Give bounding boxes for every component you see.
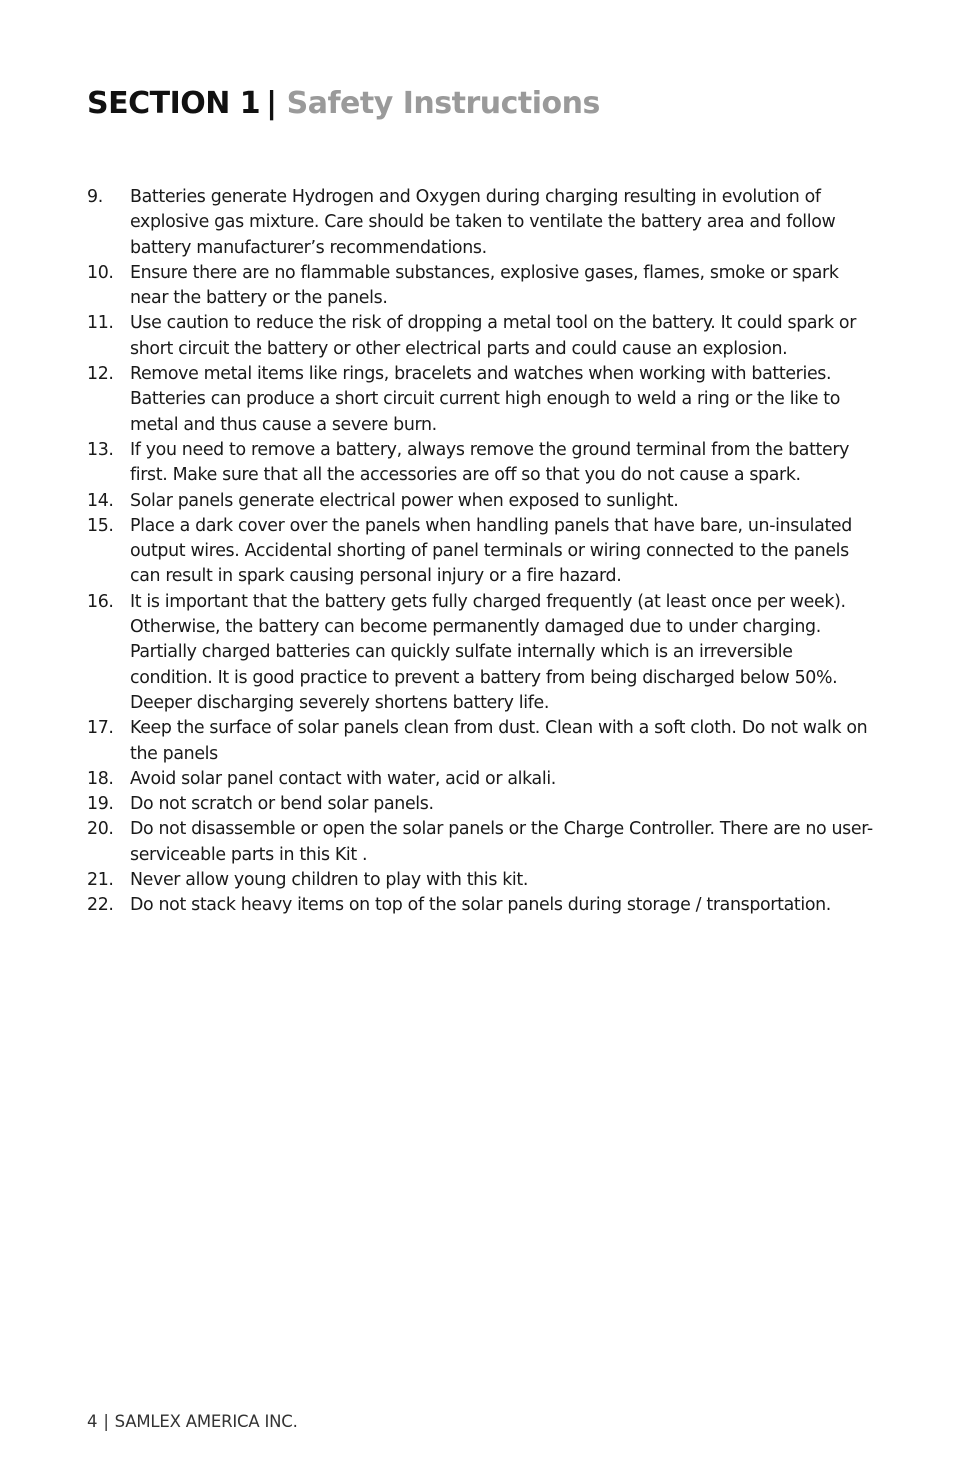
list-item <box>87 868 877 893</box>
item-number: 22. <box>87 895 114 916</box>
item-text: Do not stack heavy items on top of the solar panels during storage / transportation. <box>130 895 831 916</box>
item-text: Batteries generate Hydrogen and Oxygen during charging resulting in evolution of explosive gas mixture. Care should be taken to ventilate the battery area and follow battery manufacturer’s recommendations. <box>130 187 836 258</box>
item-number: 13. <box>87 439 114 460</box>
item-text: Solar panels generate electrical power when exposed to sunlight. <box>130 490 679 511</box>
list-item <box>87 817 877 868</box>
list-item <box>87 311 877 362</box>
item-text: Use caution to reduce the risk of dropping a metal tool on the battery. It could spark or short circuit the battery or other electrical parts and could cause an explosion. <box>130 313 857 359</box>
page-number: 4 <box>87 1412 98 1431</box>
list-item <box>87 893 877 918</box>
list-item <box>87 185 877 261</box>
item-text: Place a dark cover over the panels when handling panels that have bare, un-insulated output wires. Accidental shorting of panel terminals or wiring connected to the panels can result in spark causing personal injury or a fire hazard. <box>130 515 852 587</box>
item-number: 18. <box>87 768 114 789</box>
item-number: 16. <box>87 591 114 612</box>
item-text: Avoid solar panel contact with water, acid or alkali. <box>130 768 556 789</box>
list-item <box>87 438 877 489</box>
item-number: 20. <box>87 819 114 840</box>
company-name: SAMLEX AMERICA INC. <box>114 1412 298 1431</box>
list-item <box>87 362 877 438</box>
list-item <box>87 489 877 514</box>
item-text: It is important that the battery gets fully charged frequently (at least once per week). Otherwise, the battery can become permanently damaged due to under charging. Partially charged batteries can quickly sulfate internally which is an irreversible condition. It is good practice to prevent a battery from being discharged below 50%. Deeper discharging severely shortens battery life. <box>130 591 846 713</box>
item-text: Do not disassemble or open the solar panels or the Charge Controller. There are no user-serviceable parts in this Kit . <box>130 819 873 865</box>
list-item <box>87 261 877 312</box>
page-footer <box>87 1412 298 1431</box>
section-title: Safety Instructions <box>286 86 600 121</box>
item-number: 14. <box>87 490 114 511</box>
page-title <box>87 86 600 122</box>
item-text: Ensure there are no flammable substances, explosive gases, flames, smoke or spark near the battery or the panels. <box>130 262 839 309</box>
item-text: Do not scratch or bend solar panels. <box>130 794 434 815</box>
item-number: 15. <box>87 515 114 536</box>
item-number: 10. <box>87 262 114 283</box>
list-item <box>87 590 877 716</box>
section-label: SECTION 1 <box>87 86 261 121</box>
safety-instructions-list <box>87 185 877 919</box>
footer-separator: | <box>103 1412 109 1431</box>
item-number: 19. <box>87 794 114 815</box>
list-item <box>87 514 877 590</box>
item-text: Never allow young children to play with this kit. <box>130 870 529 891</box>
list-item <box>87 792 877 817</box>
item-text: If you need to remove a battery, always remove the ground terminal from the battery first. Make sure that all the accessories are off so that you do not cause a spark. <box>130 439 850 486</box>
list-item <box>87 716 877 767</box>
item-number: 21. <box>87 870 114 891</box>
item-number: 11. <box>87 313 114 334</box>
item-number: 17. <box>87 718 114 739</box>
item-text: Remove metal items like rings, bracelets and watches when working with batteries. Batteries can produce a short circuit current high enough to weld a ring or the like to metal and thus cause a severe burn. <box>130 364 841 435</box>
list-item <box>87 767 877 792</box>
item-text: Keep the surface of solar panels clean from dust. Clean with a soft cloth. Do not walk on the panels <box>130 718 868 764</box>
item-number: 12. <box>87 364 114 385</box>
item-number: 9. <box>87 187 103 207</box>
title-separator: | <box>266 86 277 121</box>
